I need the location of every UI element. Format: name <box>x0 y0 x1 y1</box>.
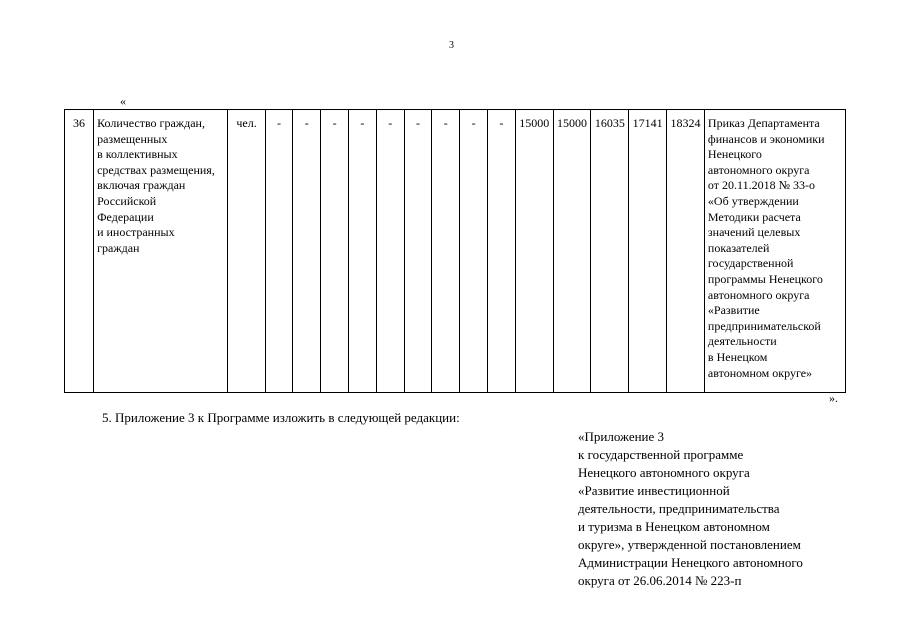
indicator-table <box>64 109 846 393</box>
source-line: «Развитие <box>707 303 760 318</box>
appendix-line: Администрации Ненецкого автономного <box>578 554 803 570</box>
indicator-line: и иностранных <box>97 225 175 240</box>
closing-quote: ». <box>829 391 838 405</box>
indicator-line: включая граждан <box>97 178 186 193</box>
dash-cell: - <box>487 110 515 393</box>
dash-cell: - <box>432 110 460 393</box>
source-line: программы Ненецкого <box>707 271 823 286</box>
paragraph-5: 5. Приложение 3 к Программе изложить в следующей редакции: <box>102 410 460 425</box>
appendix-line: к государственной программе <box>578 446 744 462</box>
dash-cell: - <box>349 110 377 393</box>
source-line: Методики расчета <box>707 209 801 224</box>
value-cell: 17141 <box>629 110 667 393</box>
dash-cell: - <box>404 110 432 393</box>
table-row <box>65 110 846 393</box>
page-number: 3 <box>449 40 454 51</box>
indicator-line: размещенных <box>97 131 168 146</box>
appendix-header <box>578 428 878 589</box>
source-line: предпринимательской <box>707 318 821 333</box>
appendix-line: «Развитие инвестиционной <box>578 482 730 498</box>
source-line: деятельности <box>707 334 777 349</box>
value-cell: 16035 <box>591 110 629 393</box>
dash-cell: - <box>265 110 293 393</box>
source-line: в Ненецком <box>707 349 768 364</box>
dash-cell: - <box>293 110 321 393</box>
source-line: финансов и экономики <box>707 131 825 146</box>
value-cell: 15000 <box>515 110 553 393</box>
source-line: Ненецкого <box>707 147 762 162</box>
indicator-line: Количество граждан, <box>97 116 205 130</box>
source-line: значений целевых <box>707 225 801 240</box>
source-line: показателей <box>707 240 770 255</box>
dash-cell: - <box>460 110 488 393</box>
unit-cell: чел. <box>228 110 265 393</box>
source-line: государственной <box>707 256 794 271</box>
source-line: от 20.11.2018 № 33-о <box>707 178 816 193</box>
dash-cell: - <box>376 110 404 393</box>
indicator-line: граждан <box>97 240 140 255</box>
appendix-line: и туризма в Ненецком автономном <box>578 518 770 534</box>
source-line: «Об утверждении <box>707 193 799 208</box>
dash-cell: - <box>321 110 349 393</box>
source-document <box>704 110 845 393</box>
indicator-line: Российской <box>97 193 157 208</box>
value-cell: 18324 <box>667 110 705 393</box>
indicator-name <box>94 110 228 393</box>
opening-quote: « <box>120 94 126 108</box>
indicator-line: в коллективных <box>97 147 178 162</box>
source-line: автономном округе» <box>707 365 813 380</box>
row-number: 36 <box>65 110 94 393</box>
appendix-line: Ненецкого автономного округа <box>578 464 750 480</box>
source-line: автономного округа <box>707 162 810 177</box>
indicator-line: Федерации <box>97 209 154 224</box>
appendix-line: округе», утвержденной постановлением <box>578 536 801 552</box>
value-cell: 15000 <box>553 110 591 393</box>
appendix-line: деятельности, предпринимательства <box>578 500 780 516</box>
source-line: автономного округа <box>707 287 810 302</box>
source-line: Приказ Департамента <box>707 116 820 130</box>
appendix-line: «Приложение 3 <box>578 429 665 444</box>
indicator-line: средствах размещения, <box>97 162 215 177</box>
appendix-line: округа от 26.06.2014 № 223-п <box>578 572 742 588</box>
